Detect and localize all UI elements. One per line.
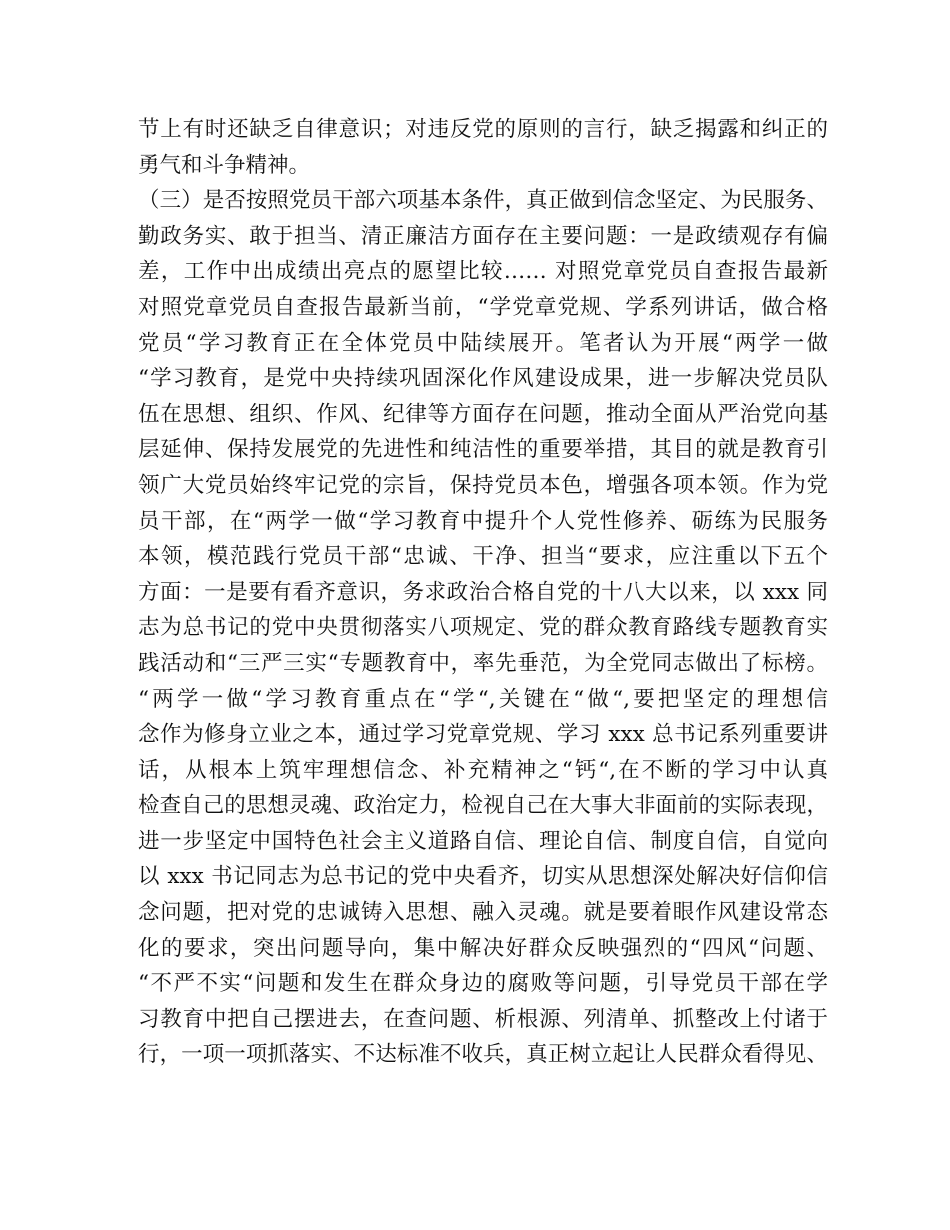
text-line: 层延伸、保持发展党的先进性和纯洁性的重要举措，其目的就是教育引 xyxy=(138,437,828,463)
text-line: 行，一项一项抓落实、不达标准不收兵，真正树立起让人民群众看得见、 xyxy=(138,1042,828,1068)
text-line: 话，从根本上筑牢理想信念、补充精神之“钙“,在不断的学习中认真 xyxy=(138,757,828,783)
text-line: 方面：一是要有看齐意识，务求政治合格自党的十八大以来，以 xxx 同 xyxy=(138,579,828,605)
text-line: 勤政务实、敢于担当、清正廉洁方面存在主要问题：一是政绩观存有偏 xyxy=(138,223,828,249)
text-line: 节上有时还缺乏自律意识；对违反党的原则的言行，缺乏揭露和纠正的 xyxy=(138,117,828,142)
text-line: 本领，模范践行党员干部“忠诚、干净、担当“要求，应注重以下五个 xyxy=(138,544,828,570)
text-line: 差，工作中出成绩出亮点的愿望比较…… 对照党章党员自查报告最新 xyxy=(138,259,828,285)
text-line: 以 xxx 书记同志为总书记的党中央看齐，切实从思想深处解决好信仰信 xyxy=(138,864,828,890)
text-line: 习教育中把自己摆进去，在查问题、析根源、列清单、抓整改上付诸于 xyxy=(138,1006,828,1032)
text-line: 员干部，在“两学一做“学习教育中提升个人党性修养、砺练为民服务 xyxy=(138,508,828,534)
text-line: “不严不实“问题和发生在群众身边的腐败等问题，引导党员干部在学 xyxy=(138,971,828,997)
text-line: 党员“学习教育正在全体党员中陆续展开。笔者认为开展“两学一做 xyxy=(138,330,828,356)
text-line: 践活动和“三严三实“专题教育中，率先垂范，为全党同志做出了标榜。 xyxy=(138,650,828,676)
body-text xyxy=(138,112,828,1073)
text-line: “学习教育，是党中央持续巩固深化作风建设成果，进一步解决党员队 xyxy=(138,366,828,392)
text-line: 念问题，把对党的忠诚铸入思想、融入灵魂。就是要着眼作风建设常态 xyxy=(138,900,828,926)
text-line: 志为总书记的党中央贯彻落实八项规定、党的群众教育路线专题教育实 xyxy=(138,615,828,641)
text-line: “两学一做“学习教育重点在“学“,关键在“做“,要把坚定的理想信 xyxy=(138,686,828,712)
text-line: 对照党章党员自查报告最新当前，“学党章党规、学系列讲话，做合格 xyxy=(138,294,828,320)
text-line: 检查自己的思想灵魂、政治定力，检视自己在大事大非面前的实际表现， xyxy=(138,793,828,819)
text-line: （三）是否按照党员干部六项基本条件，真正做到信念坚定、为民服务、 xyxy=(138,188,828,214)
text-line: 领广大党员始终牢记党的宗旨，保持党员本色，增强各项本领。作为党 xyxy=(138,472,828,498)
text-line: 伍在思想、组织、作风、纪律等方面存在问题，推动全面从严治党向基 xyxy=(138,401,828,427)
text-line: 化的要求，突出问题导向，集中解决好群众反映强烈的“四风“问题、 xyxy=(138,935,828,961)
text-line: 进一步坚定中国特色社会主义道路自信、理论自信、制度自信，自觉向 xyxy=(138,828,828,854)
text-line: 勇气和斗争精神。 xyxy=(138,152,311,178)
text-line: 念作为修身立业之本，通过学习党章党规、学习 xxx 总书记系列重要讲 xyxy=(138,722,828,748)
